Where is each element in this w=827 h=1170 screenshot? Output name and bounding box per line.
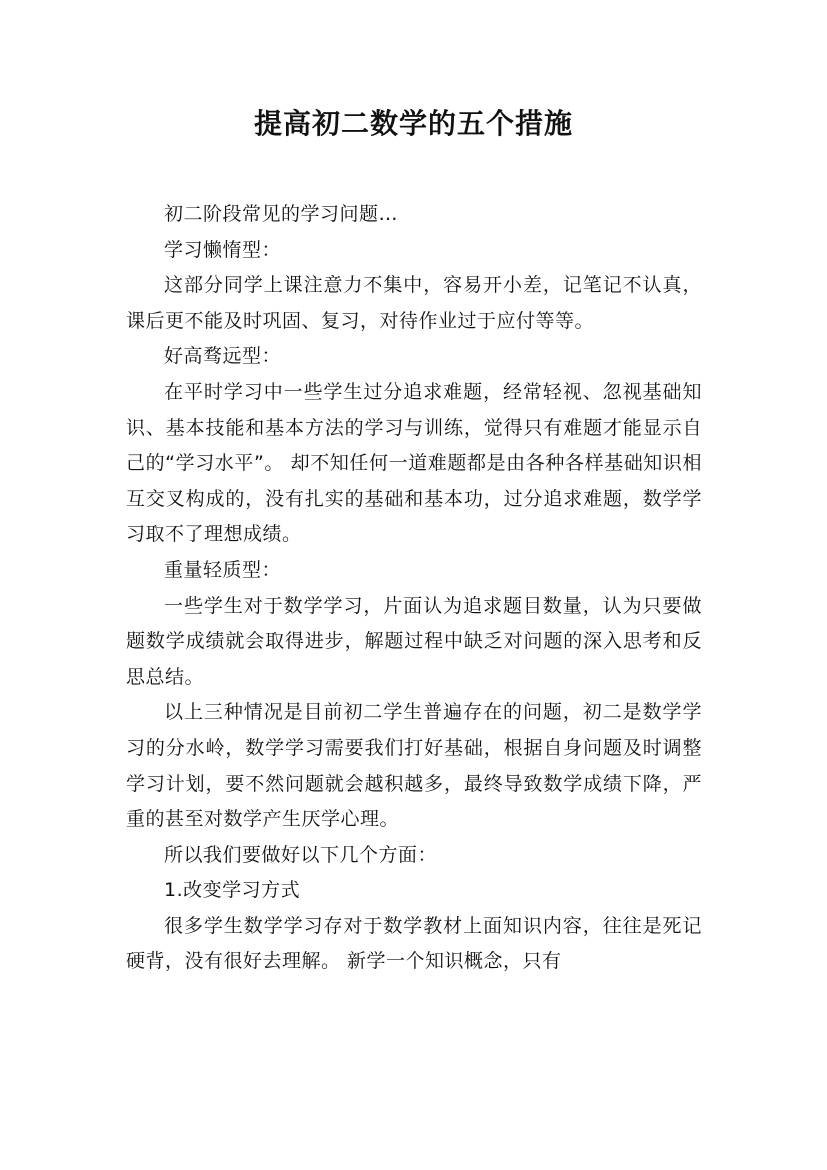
paragraph-ambitious-type: 在平时学习中一些学生过分追求难题，经常轻视、忽视基础知识、基本技能和基本方法的学习与训练，觉得只有难题才能显示自己的“学习水平”。 却不知任何一道难题都是由各种各样基础知识相互交叉构成的，没有扎实的基础和基本功，过分追求难题，数学学习取不了理想成绩。: [126, 380, 702, 546]
heading-quantity-type: 重量轻质型：: [164, 558, 282, 581]
heading-ambitious-type: 好高骛远型：: [164, 345, 282, 368]
heading-lazy-type: 学习懒惰型：: [164, 238, 282, 261]
paragraph-change-method: 很多学生数学学习存对于数学教材上面知识内容，往往是死记硬背，没有很好去理解。 新学一个知识概念，只有: [126, 914, 702, 973]
paragraph-lazy-type: 这部分同学上课注意力不集中，容易开小差，记笔记不认真，课后更不能及时巩固、复习，对待作业过于应付等等。: [126, 274, 702, 332]
document-body: [126, 197, 702, 980]
paragraph-quantity-type: 一些学生对于数学学习，片面认为追求题目数量，认为只要做题数学成绩就会取得进步，解题过程中缺乏对问题的深入思考和反思总结。: [126, 594, 702, 688]
paragraph-summary: 以上三种情况是目前初二学生普遍存在的问题，初二是数学学习的分水岭，数学学习需要我们打好基础，根据自身问题及时调整学习计划，要不然问题就会越积越多，最终导致数学成绩下降，严重的甚至对数学产生厌学心理。: [126, 701, 702, 831]
heading-change-method: 1.改变学习方式: [164, 879, 301, 902]
paragraph-aspects-intro: 所以我们要做好以下几个方面：: [164, 843, 438, 866]
document-title: 提高初二数学的五个措施: [253, 107, 573, 140]
paragraph-common-problems: 初二阶段常见的学习问题…: [164, 203, 399, 225]
